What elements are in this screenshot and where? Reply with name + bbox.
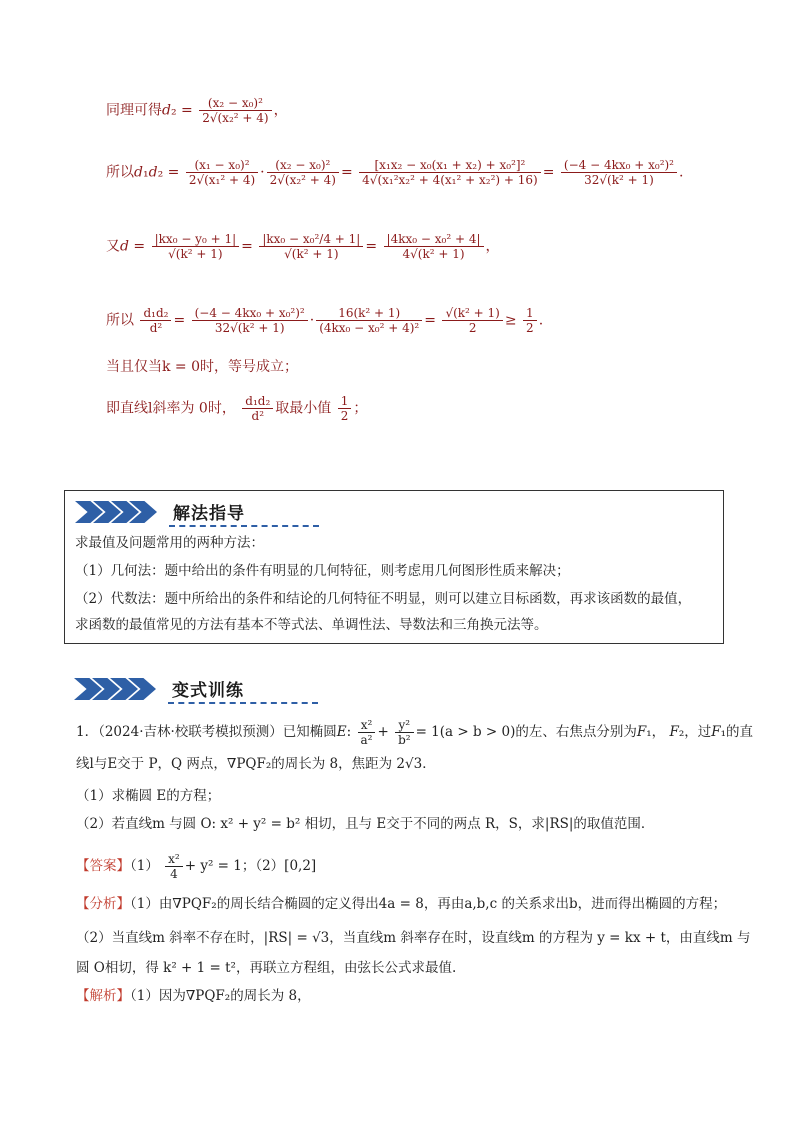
fraction: $\frac{\text{16(k² + 1)}}{\text{(4kx₀ − x₀² + 4)²}}$ (316, 306, 422, 335)
question-1-part-2: （2）若直线m 与圆 O: x² + y² = b² 相切，且与 E交于不同的两点 R，S，求|RS|的取值范围． (76, 816, 655, 832)
question-source: （2024·吉林·校联考模拟预测） (98, 724, 283, 740)
training-banner (72, 676, 372, 702)
fraction: $\frac{\text{(x₂ − x₀)²}}{\text{2√(x₂² + 4)}}$ (199, 96, 271, 125)
solution-line-3: 又d = $\frac{\text{|kx₀ − y₀ + 1|}}{\text{√(k² + 1)}}$ = $\frac{\text{|kx₀ − x₀²/4 + 1|}}{\text{√(k² + 1)}}$ = $\frac{\text{|4kx₀ − x₀² + 4|}}{\text{4√(k² + 1)}}$ ， (106, 232, 500, 261)
solution-line-5: 当且仅当k = 0时，等号成立； (106, 359, 299, 375)
solution-text: 所以 (106, 312, 134, 329)
guide-item-1: （1）几何法：题中给出的条件有明显的几何特征，则考虑用几何图形性质来解决； (75, 563, 570, 579)
fraction: $\frac{1}{2}$ (523, 306, 537, 335)
guide-item-2a: （2）代数法：题中所给出的条件和结论的几何特征不明显，则可以建立目标函数，再求该函数的最值， (75, 591, 692, 607)
solution-start-line (76, 986, 311, 1006)
fraction: $\frac{\text{y²}}{\text{b²}}$ (395, 718, 414, 747)
analysis-line-2: （2）当直线m 斜率不存在时，|RS| = √3，当直线m 斜率存在时，设直线m 的方程为 y = kx + t，由直线m 与 (76, 930, 751, 946)
fraction: $\frac{\text{(x₂ − x₀)²}}{\text{2√(x₂² + 4)}}$ (267, 158, 339, 187)
fraction: $\frac{\text{(x₁ − x₀)²}}{\text{2√(x₁² + 4)}}$ (186, 158, 258, 187)
dashed-underline (168, 702, 318, 704)
answer-text: （1） (130, 858, 159, 874)
question-text: 的左、右焦点分别为 (515, 724, 637, 740)
solution-text: 又 (106, 238, 120, 255)
analysis-text: （1）由∇PQF₂的周长结合椭圆的定义得出4a = 8，再由a,b,c 的关系求出b，进而得出椭圆的方程； (130, 896, 727, 912)
solution-text: 所以 (106, 164, 134, 181)
dashed-underline (169, 525, 319, 527)
fraction: $\frac{1}{2}$ (338, 394, 352, 423)
answer-text: + y² = 1；（2）[0,2] (184, 858, 317, 874)
fraction: $\frac{\text{|kx₀ − y₀ + 1|}}{\text{√(k² + 1)}}$ (152, 232, 240, 261)
question-number: 1． (76, 724, 99, 740)
question-text: ，过 (684, 724, 712, 740)
fraction: $\frac{\text{x²}}{\text{a²}}$ (358, 718, 376, 747)
method-guide-box (64, 490, 724, 644)
question-text: 的直 (726, 724, 754, 740)
training-title: 变式训练 (172, 681, 244, 701)
fraction: $\frac{\text{d₁d₂}}{\text{d²}}$ (242, 394, 273, 423)
fraction: $\frac{\text{|4kx₀ − x₀² + 4|}}{\text{4√(k² + 1)}}$ (384, 232, 484, 261)
solution-text: 即直线l斜率为 0时， (106, 400, 236, 417)
solution-line-4: 所以 $\frac{\text{d₁d₂}}{\text{d²}}$ = $\frac{\text{(−4 − 4kx₀ + x₀²)²}}{\text{32√(k² + 1)}}$ · $\frac{\text{16(k² + 1)}}{\text{(4kx₀ − x₀² + 4)²}}$ = $\frac{\text{√(k² + 1)}}{2}$ ≥ $\frac{1}{2}$ . (106, 306, 544, 335)
fraction: $\frac{\text{d₁d₂}}{\text{d²}}$ (140, 306, 171, 335)
question-1-part-1: （1）求椭圆 E的方程； (76, 788, 221, 804)
answer-label: 【答案】 (76, 858, 130, 874)
solution-line-1: 同理可得d₂ = $\frac{\text{(x₂ − x₀)²}}{\text{2√(x₂² + 4)}}$ ， (106, 96, 288, 125)
solution-line-2: 所以d₁d₂ = $\frac{\text{(x₁ − x₀)²}}{\text{2√(x₁² + 4)}}$ · $\frac{\text{(x₂ − x₀)²}}{\text{2√(x₂² + 4)}}$ = $\frac{\text{[x₁x₂ − x₀(x₁ + x₂) + x₀²]²}}{\text{4√(x₁²x₂² + 4(x₁² + x₂²) + 16)}}$ = $\frac{\text{(−4 − 4kx₀ + x₀²)²}}{\text{32√(k² + 1)}}$ . (106, 158, 684, 187)
answer-line (76, 852, 316, 881)
analysis-line-1 (76, 894, 726, 914)
fraction: $\frac{\text{x²}}{4}$ (165, 852, 183, 881)
solution-line-6: 即直线l斜率为 0时， $\frac{\text{d₁d₂}}{\text{d²}}$ 取最小值 $\frac{1}{2}$ ； (106, 394, 368, 423)
guide-title: 解法指导 (173, 504, 245, 524)
analysis-line-3: 圆 O相切，得 k² + 1 = t²，再联立方程组，由弦长公式求最值. (76, 960, 457, 976)
guide-item-2b: 求函数的最值常见的方法有基本不等式法、单调性法、导数法和三角换元法等。 (75, 617, 548, 633)
fraction: $\frac{\text{(−4 − 4kx₀ + x₀²)²}}{\text{32√(k² + 1)}}$ (192, 306, 308, 335)
solution-text: 同理可得 (106, 102, 162, 119)
guide-intro: 求最值及问题常用的两种方法： (75, 535, 264, 551)
question-1-line-2: 线l与E交于 P，Q 两点，∇PQF₂的周长为 8，焦距为 2√3． (76, 756, 436, 772)
fraction: $\frac{\text{[x₁x₂ − x₀(x₁ + x₂) + x₀²]²}}{\text{4√(x₁²x₂² + 4(x₁² + x₂²) + 16)}}$ (359, 158, 541, 187)
question-text: 已知椭圆 (282, 724, 337, 740)
question-1-line-1: 1．（2024·吉林·校联考模拟预测）已知椭圆E: $\frac{\text{x²}}{\text{a²}}$ + $\frac{\text{y²}}{\text{b²}}$ = 1(a > b > 0)的左、右焦点分别为F₁， F₂，过F₁的直 (76, 718, 754, 747)
fraction: $\frac{\text{√(k² + 1)}}{2}$ (442, 306, 502, 335)
fraction: $\frac{\text{|kx₀ − x₀²/4 + 1|}}{\text{√(k² + 1)}}$ (259, 232, 363, 261)
guide-banner (73, 499, 373, 525)
solution-label: 【解析】 (76, 988, 130, 1004)
fraction: $\frac{\text{(−4 − 4kx₀ + x₀²)²}}{\text{32√(k² + 1)}}$ (561, 158, 677, 187)
solution-text: （1）因为∇PQF₂的周长为 8， (130, 988, 311, 1004)
solution-text: 取最小值 (275, 400, 332, 417)
analysis-label: 【分析】 (76, 896, 130, 912)
